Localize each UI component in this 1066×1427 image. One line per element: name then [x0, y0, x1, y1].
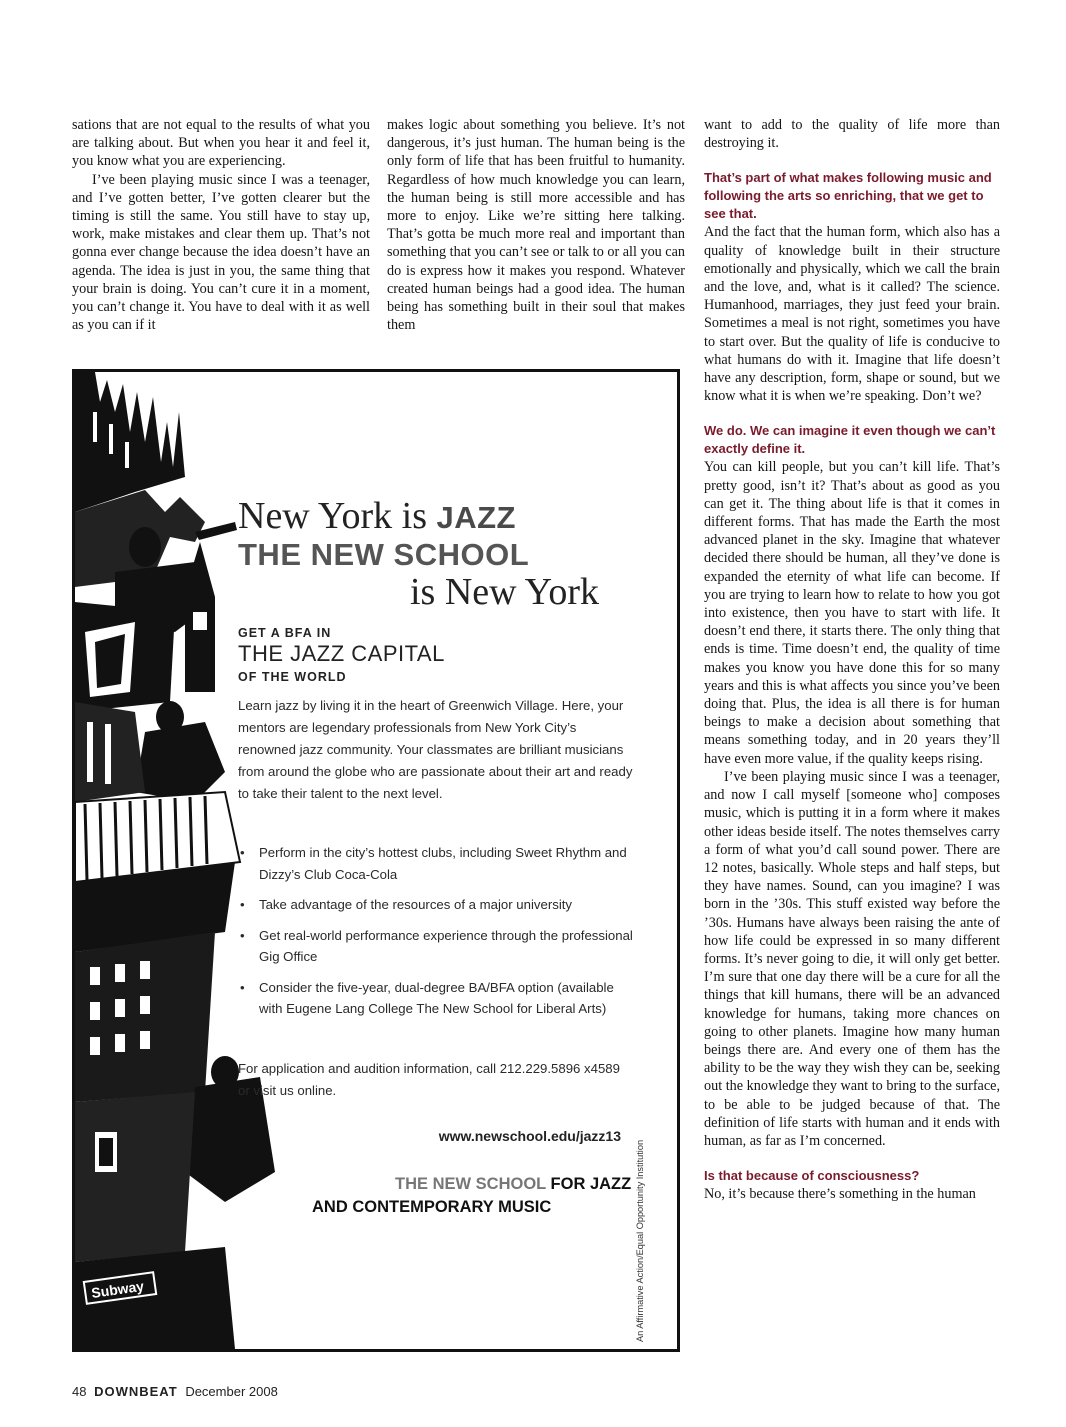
article-paragraph: makes logic about something you believe. It’s not dangerous, it’s just human. The human being is the only form of life that has been fruitful to humanity. Regardless of how much knowledge you can learn, the human being is still more accessible and has more to enjoy. Like we’re sitting here talking. That’s gotta be much more real and important than something that you can’t see or talk to or all you can do is express how it makes you respond. Whatever created human beings had a good idea. The human being has something built in their soul that makes them: [387, 117, 685, 334]
interview-question: That’s part of what makes following music and following the arts so enriching, that we get to see that.: [704, 170, 992, 222]
article-column-1: [72, 116, 370, 334]
article-paragraph: You can kill people, but you can’t kill life. That’s pretty good, isn’t it? That’s about as good as you can get it. The thing about life is that it comes in different forms. That has made the Earth the most advanced planet in the sky. Imagine that whatever decided there should be human, all they’ve done is expanded the eternity of what life can become. If you are trying to learn how to relate to how you got into existence, then you have to start with life. It doesn’t end there, it starts there. The only thing that ends is time. Time doesn’t end, the quality of time makes you know you have done this for so many years and this is what affects you since you’ve been doing that. Plus, the idea is all there is for human beings to make a decision about something that means something today, and in 20 years they’ll have even more value, if the quality keeps rising.: [704, 459, 1000, 767]
page-footer: [72, 1384, 278, 1399]
article-column-3: [704, 116, 1000, 1203]
article-paragraph: sations that are not equal to the results of what you are talking about. But when you hear it and feel it, you know what you are experiencing.: [72, 117, 370, 170]
school-logo-line1: [395, 1175, 631, 1194]
page-number: 48: [72, 1384, 87, 1399]
article-paragraph: No, it’s because there’s something in the human: [704, 1186, 976, 1203]
article-paragraph: I’ve been playing music since I was a teenager, and I’ve gotten better, I’ve gotten clearer but the timing is still the same. You still have to stay up, work, make mistakes and clear them up. That’s not gonna ever change because the idea doesn’t have an agenda. The idea is just in you, the same thing that your brain is doing. You can’t cure it in a moment, you can’t change it. You have to deal with it as well as you can if it: [72, 171, 370, 334]
list-item: • Consider the five-year, dual-degree BA/BFA option (available with Eugene Lang College The New School for Liberal Arts): [238, 977, 633, 1020]
article-paragraph: I’ve been playing music since I was a teenager, and now I call myself [someone who] composes music, which is putting it in a form where it makes other ideas beside itself. The notes themselves carry a form of what you’d call sound power. There are 12 notes, basically. Whole steps and half steps, but they have names. Sound, can you imagine? I was born in the ’30s. This stuff existed way before the ’30s. Humans have always been raising the ante of how life could be expressed in so many different forms. It’s never going to die, it will only get better. I’m sure that one day there will be a cure for all the things that kill humans, there will be an advanced knowledge for humans, taking more chances on going to other planets. Imagine how many human beings there are. And every one of them has the ability to be the way they wish they can be, seeking out the knowledge they want to bring to the surface, to be able to be judged because of that. The definition of life starts with human and it ends with human, as far as I’m concerned.: [704, 768, 1000, 1149]
list-item: • Get real-world performance experience through the professional Gig Office: [238, 925, 633, 968]
issue-date: December 2008: [185, 1384, 278, 1399]
ad-headline-school: THE NEW SCHOOL: [238, 537, 530, 572]
equal-opportunity-note: An Affirmative Action/Equal Opportunity Institution: [635, 1139, 645, 1342]
article-paragraph: want to add to the quality of life more than destroying it.: [704, 117, 1000, 152]
logo-for-jazz: FOR JAZZ: [545, 1175, 632, 1193]
of-the-world-label: OF THE WORLD: [238, 670, 347, 684]
ad-headline-line1: [238, 496, 516, 538]
headline-text: New York is: [238, 495, 437, 537]
ad-headline-line3: is New York: [410, 571, 599, 613]
ad-contact-info: For application and audition information, call 212.229.5896 x4589 or visit us online.: [238, 1061, 620, 1098]
logo-school-name: THE NEW SCHOOL: [395, 1175, 546, 1193]
article-paragraph: And the fact that the human form, which also has a quality of knowledge built in their structure emotionally and physically, which we call the brain and the love, and, what is it called? The science. Humanhood, marriages, they just feed your brain. Sometimes a meal is not right, sometimes you have to start over. But the quality of life is conducive to what humans do with it. Imagine that life doesn’t have any description, form, shape or sound, but we know what it is when we’re speaking. Don’t we?: [704, 224, 1000, 405]
jazz-capital-label: THE JAZZ CAPITAL: [238, 641, 445, 666]
new-school-advertisement: [72, 369, 680, 1352]
bfa-label: GET A BFA IN: [238, 626, 332, 640]
subway-sign-text: Subway: [90, 1277, 145, 1301]
interview-question: We do. We can imagine it even though we can’t exactly define it.: [704, 423, 996, 457]
interview-question: Is that because of consciousness?: [704, 1168, 920, 1184]
list-item: • Take advantage of the resources of a major university: [238, 894, 633, 916]
school-logo-line2: AND CONTEMPORARY MUSIC: [312, 1198, 552, 1216]
headline-jazz: JAZZ: [436, 500, 516, 535]
ad-bullet-list: [238, 842, 633, 1029]
list-item: • Perform in the city’s hottest clubs, including Sweet Rhythm and Dizzy’s Club Coca-Cola: [238, 842, 633, 885]
magazine-name: DOWNBEAT: [94, 1384, 178, 1399]
ad-url-link[interactable]: www.newschool.edu/jazz13: [438, 1128, 621, 1144]
article-column-2: [387, 116, 685, 334]
ad-body-text: Learn jazz by living it in the heart of Greenwich Village. Here, your mentors are legendary professionals from New York City’s renowned jazz community. Your classmates are brilliant musicians from around the globe who are passionate about their art and ready to take their talent to the next level.: [238, 698, 633, 801]
